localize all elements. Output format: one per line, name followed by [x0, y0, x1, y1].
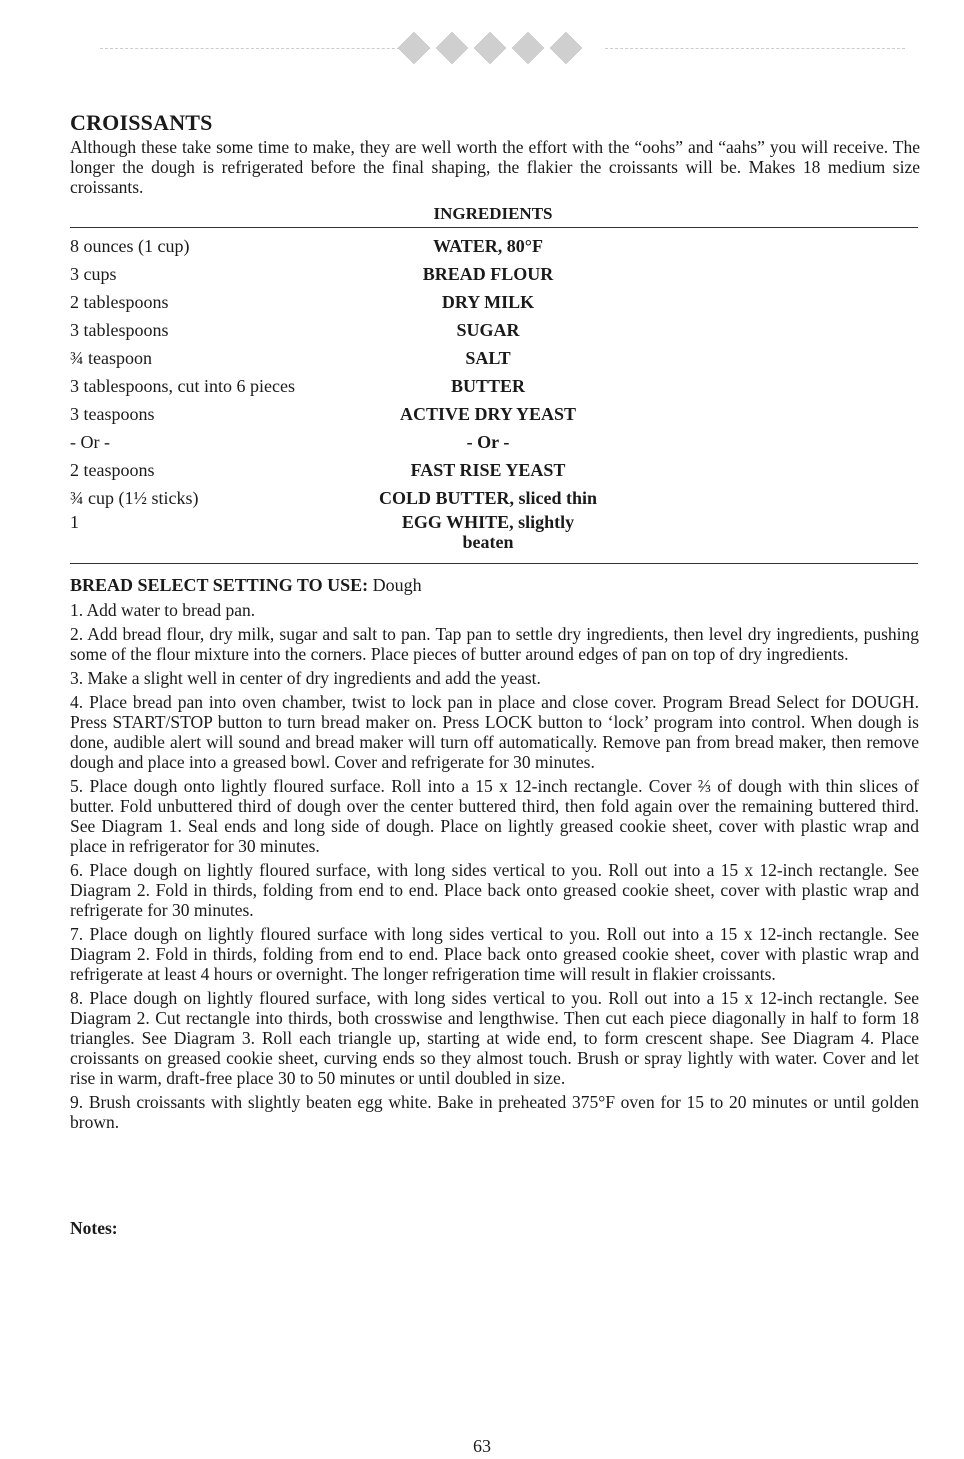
ingredient-name: DRY MILK: [441, 292, 535, 312]
ingredient-row: [70, 320, 918, 348]
ingredient-row: [70, 264, 918, 292]
ingredient-name: SUGAR: [456, 320, 520, 340]
diamond-ornament-icon: [396, 30, 596, 66]
notes-label: Notes:: [70, 1218, 118, 1238]
step-item: 5. Place dough onto lightly floured surface. Roll into a 15 x 12-inch rectangle. Cover ⅔ of dough with thin slices of butter. Fold unbuttered third of dough over the center buttered third, then fold again over the remaining buttered third. See Diagram 1. Seal ends and long side of dough. Place on lightly greased cookie sheet, cover with plastic wrap and place in refrigerator for 30 minutes.: [70, 776, 919, 856]
ingredient-amount: 3 cups: [70, 264, 117, 284]
ingredient-name: WATER, 80°F: [433, 236, 543, 256]
recipe-steps: [70, 600, 919, 1136]
ingredients-bottom-rule: [70, 563, 918, 564]
ingredient-name: BUTTER: [450, 376, 526, 396]
ingredient-row: [70, 460, 918, 488]
ingredient-name: - Or -: [466, 432, 510, 452]
ornament-line-right: [605, 48, 905, 50]
ingredient-amount: ¾ teaspoon: [70, 348, 152, 368]
step-item: 8. Place dough on lightly floured surface, with long sides vertical to you. Roll out into a 15 x 12-inch rectangle. See Diagram 2. Cut rectangle into thirds, both crosswise and lengthwise. Then cut each piece diagonally in half to form 18 triangles. See Diagram 3. Roll each triangle up, starting at wide end, to form crescent shape. See Diagram 4. Place croissants on greased cookie sheet, curving ends so they almost touch. Brush or spray lightly with water. Cover and let rise in warm, draft-free place 30 to 50 minutes or until doubled in size.: [70, 988, 919, 1088]
recipe-title: CROISSANTS: [70, 110, 213, 135]
step-item: 4. Place bread pan into oven chamber, twist to lock pan in place and close cover. Program Bread Select for DOUGH. Press START/STOP button to turn bread maker on. Press LOCK button to ‘lock’ program into control. When dough is done, audible alert will sound and bread maker will turn off automatically. Remove pan from bread maker, then remove dough and place into a greased bowl. Cover and refrigerate for 30 minutes.: [70, 692, 919, 772]
header-ornament: [60, 28, 920, 68]
ingredients-heading: INGREDIENTS: [433, 204, 553, 223]
ingredient-row: [70, 512, 918, 560]
bread-select-setting: [70, 575, 422, 596]
step-item: 1. Add water to bread pan.: [70, 600, 256, 620]
ingredient-amount: 3 tablespoons, cut into 6 pieces: [70, 376, 295, 396]
setting-value: Dough: [372, 575, 422, 595]
recipe-intro: Although these take some time to make, they are well worth the effort with the “oohs” and “aahs” you will receive. The longer the dough is refrigerated before the final shaping, the flakier the croissants will be. Makes 18 medium size croissants.: [70, 137, 920, 197]
ingredient-name: FAST RISE YEAST: [410, 460, 566, 480]
ingredient-amount: 2 tablespoons: [70, 292, 169, 312]
step-item: 6. Place dough on lightly floured surface, with long sides vertical to you. Roll out into a 15 x 12-inch rectangle. See Diagram 2. Fold in thirds, folding from end to end. Place back onto greased cookie sheet, cover with plastic wrap and refrigerate for 30 minutes.: [70, 860, 919, 920]
ingredient-row: [70, 488, 918, 512]
ingredient-name: BREAD FLOUR: [422, 264, 554, 284]
ingredient-amount: - Or -: [70, 432, 110, 452]
ingredient-row: [70, 292, 918, 320]
setting-label: BREAD SELECT SETTING TO USE:: [70, 575, 369, 595]
ingredient-row: [70, 348, 918, 376]
step-item: 7. Place dough on lightly floured surface with long sides vertical to you. Roll out into a 15 x 12-inch rectangle. See Diagram 2. Fold in thirds, folding from end to end. Place back onto greased cookie sheet, cover with plastic wrap and refrigerate at least 4 hours or overnight. The longer refrigeration time will result in flakier croissants.: [70, 924, 919, 984]
ingredient-amount: 3 teaspoons: [70, 404, 155, 424]
ingredient-amount: 8 ounces (1 cup): [70, 236, 190, 256]
ingredient-amount: ¾ cup (1½ sticks): [70, 488, 199, 508]
ingredient-row: [70, 376, 918, 404]
ingredients-table: [70, 236, 918, 560]
ingredient-row: [70, 236, 918, 264]
ingredient-amount: 2 teaspoons: [70, 460, 155, 480]
ingredient-amount: 3 tablespoons: [70, 320, 169, 340]
step-item: 9. Brush croissants with slightly beaten egg white. Bake in preheated 375°F oven for 15 to 20 minutes or until golden brown.: [70, 1092, 919, 1132]
ingredient-name: EGG WHITE, slightly beaten: [401, 512, 575, 552]
ingredient-row: [70, 404, 918, 432]
step-item: 2. Add bread flour, dry milk, sugar and salt to pan. Tap pan to settle dry ingredients, then level dry ingredients, pushing some of the flour mixture into the corners. Place pieces of butter around edges of pan on top of dry ingredients.: [70, 624, 919, 664]
ingredient-name: COLD BUTTER, sliced thin: [378, 488, 598, 508]
step-item: 3. Make a slight well in center of dry ingredients and add the yeast.: [70, 668, 541, 688]
ingredient-amount: 1: [70, 512, 79, 532]
ingredient-name: ACTIVE DRY YEAST: [399, 404, 577, 424]
ingredient-row: [70, 432, 918, 460]
page-number: 63: [473, 1436, 491, 1456]
ingredients-top-rule: [70, 227, 918, 228]
ingredient-name: SALT: [465, 348, 511, 368]
ornament-line-left: [100, 48, 430, 50]
